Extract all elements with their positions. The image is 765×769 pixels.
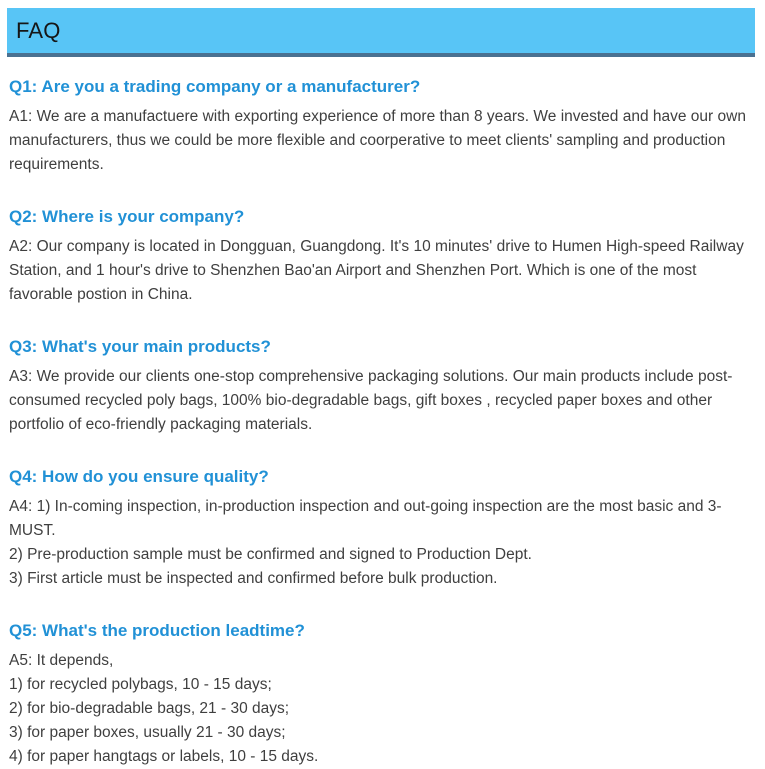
faq-answer: A2: Our company is located in Dongguan, Guangdong. It's 10 minutes' drive to Humen High-speed Railway Station, and 1 hour's drive to Shenzhen Bao'an Airport and Shenzhen Port. Which is one of the most favorable postion in China. <box>9 238 744 303</box>
page-title: FAQ <box>16 17 61 43</box>
faq-item-q4 <box>9 466 753 591</box>
faq-item-q5 <box>9 620 753 769</box>
faq-answer: 1) for recycled polybags, 10 - 15 days; <box>9 676 272 693</box>
faq-question: Q1: Are you a trading company or a manufacturer? <box>9 77 421 96</box>
faq-answer: 4) for paper hangtags or labels, 10 - 15 days. <box>9 748 319 765</box>
faq-question: Q2: Where is your company? <box>9 207 245 226</box>
faq-answer: A4: 1) In-coming inspection, in-production inspection and out-going inspection are the most basic and 3-MUST. <box>9 498 722 539</box>
faq-question: Q4: How do you ensure quality? <box>9 467 269 486</box>
faq-question: Q3: What's your main products? <box>9 337 271 356</box>
faq-answer: 3) for paper boxes, usually 21 - 30 days; <box>9 724 286 741</box>
faq-answer: A3: We provide our clients one-stop comprehensive packaging solutions. Our main products include post-consumed recycled poly bags, 100% bio-degradable bags, gift boxes , recycled paper boxes and other portfolio of eco-friendly packaging materials. <box>9 368 733 433</box>
faq-question: Q5: What's the production leadtime? <box>9 621 305 640</box>
faq-list <box>7 76 755 769</box>
faq-item-q3 <box>9 336 753 437</box>
faq-item-q1 <box>9 76 753 177</box>
faq-answer: 2) Pre-production sample must be confirmed and signed to Production Dept. <box>9 546 532 563</box>
faq-answer: 3) First article must be inspected and confirmed before bulk production. <box>9 570 498 587</box>
faq-answer: 2) for bio-degradable bags, 21 - 30 days; <box>9 700 290 717</box>
section-header-bar <box>7 8 755 57</box>
faq-answer: A1: We are a manufactuere with exporting experience of more than 8 years. We invested and have our own manufacturers, thus we could be more flexible and coorperative to meet clients' sampling and production requirements. <box>9 108 746 173</box>
faq-item-q2 <box>9 206 753 307</box>
faq-answer: A5: It depends, <box>9 652 114 669</box>
